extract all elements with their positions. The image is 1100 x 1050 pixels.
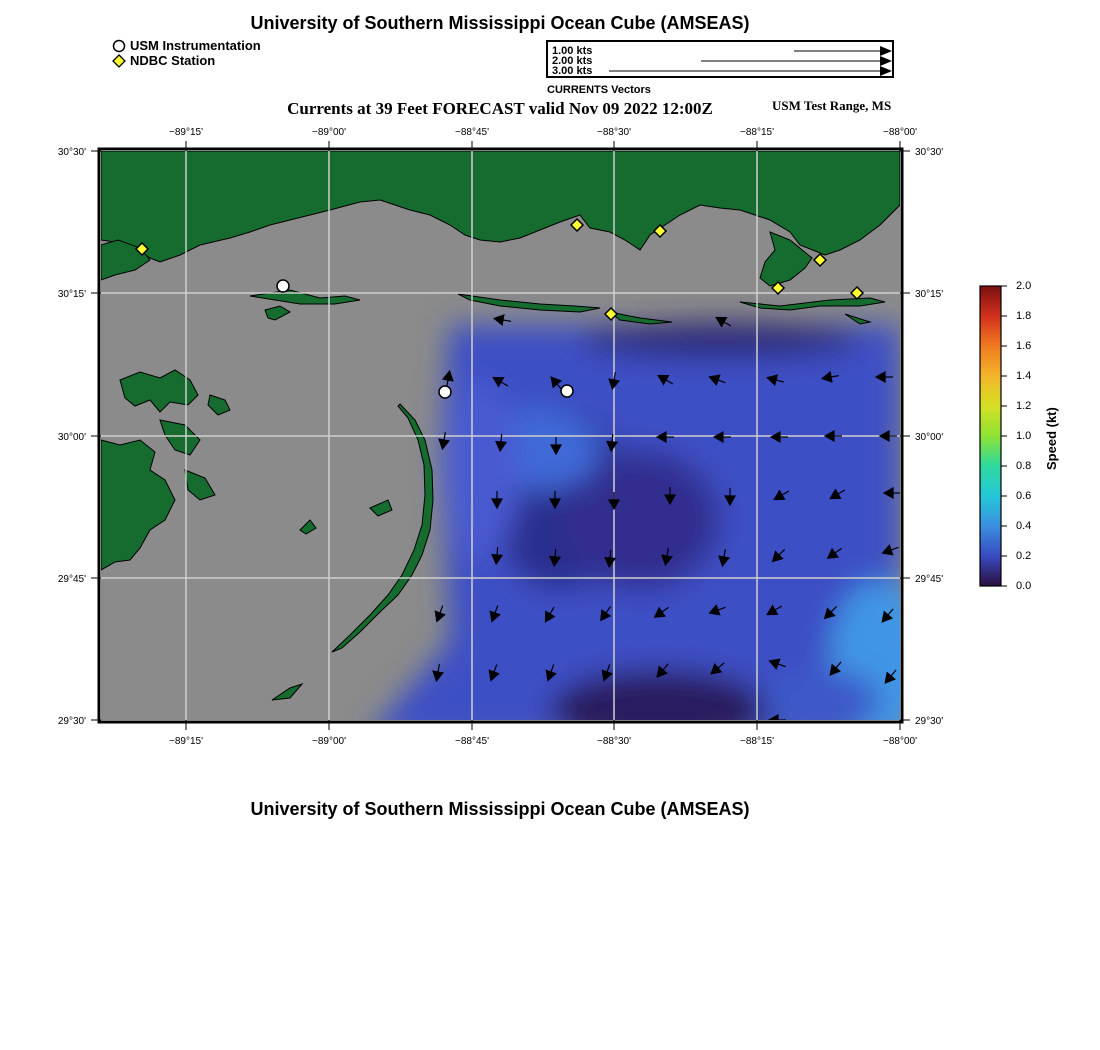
lat-tick-left: 30°15'	[57, 289, 86, 300]
lon-tick-bottom: −89°00'	[312, 736, 346, 747]
usm-instrument	[277, 280, 289, 292]
map-plot-area	[101, 151, 930, 750]
forecast-subtitle: Currents at 39 Feet FORECAST valid Nov 09 2022 12:00Z	[287, 99, 713, 118]
colorbar-title: Speed (kt)	[1044, 407, 1059, 470]
legend-usm-label: USM Instrumentation	[130, 38, 261, 53]
range-label: USM Test Range, MS	[772, 98, 892, 113]
lon-tick-bottom: −88°45'	[455, 736, 489, 747]
vector-key-label-2: 2.00 kts	[552, 55, 593, 67]
lat-tick-right: 30°15'	[915, 289, 944, 300]
lat-tick-right: 29°30'	[915, 716, 944, 727]
colorbar-tick: 0.6	[1016, 490, 1032, 502]
colorbar-tick: 0.0	[1016, 580, 1032, 592]
colorbar-tick: 1.2	[1016, 400, 1032, 412]
lon-tick-top: −88°00'	[883, 127, 917, 138]
lat-tick-left: 30°00'	[57, 432, 86, 443]
vector-key-title: CURRENTS Vectors	[547, 84, 651, 96]
page-title: University of Southern Mississippi Ocean Cube (AMSEAS)	[250, 13, 750, 33]
lat-tick-right: 29°45'	[915, 574, 944, 585]
lat-tick-right: 30°00'	[915, 432, 944, 443]
colorbar-tick: 1.6	[1016, 340, 1032, 352]
lat-tick-right: 30°30'	[915, 147, 944, 158]
lon-tick-top: −89°15'	[169, 127, 203, 138]
speed-field	[365, 322, 930, 750]
lon-tick-top: −88°15'	[740, 127, 774, 138]
colorbar	[980, 286, 1007, 586]
vector-key-label-3: 3.00 kts	[552, 65, 593, 77]
lon-tick-bottom: −88°15'	[740, 736, 774, 747]
lat-tick-left: 29°30'	[57, 716, 86, 727]
lon-tick-top: −88°45'	[455, 127, 489, 138]
lon-tick-bottom: −88°00'	[883, 736, 917, 747]
lon-tick-bottom: −89°15'	[169, 736, 203, 747]
colorbar-tick: 0.8	[1016, 460, 1032, 472]
footer-title: University of Southern Mississippi Ocean Cube (AMSEAS)	[250, 799, 750, 819]
colorbar-tick: 2.0	[1016, 280, 1032, 292]
lat-tick-left: 30°30'	[57, 147, 86, 158]
lon-tick-top: −89°00'	[312, 127, 346, 138]
lon-tick-bottom: −88°30'	[597, 736, 631, 747]
usm-instrument	[439, 386, 451, 398]
usm-instrument	[561, 385, 573, 397]
lon-tick-top: −88°30'	[597, 127, 631, 138]
vector-key-label-1: 1.00 kts	[552, 45, 593, 57]
legend-ndbc-label: NDBC Station	[130, 53, 216, 68]
colorbar-tick: 0.4	[1016, 520, 1032, 532]
colorbar-tick: 1.0	[1016, 430, 1032, 442]
colorbar-tick: 1.4	[1016, 370, 1032, 382]
colorbar-tick: 0.2	[1016, 550, 1032, 562]
lat-tick-left: 29°45'	[57, 574, 86, 585]
colorbar-tick: 1.8	[1016, 310, 1032, 322]
